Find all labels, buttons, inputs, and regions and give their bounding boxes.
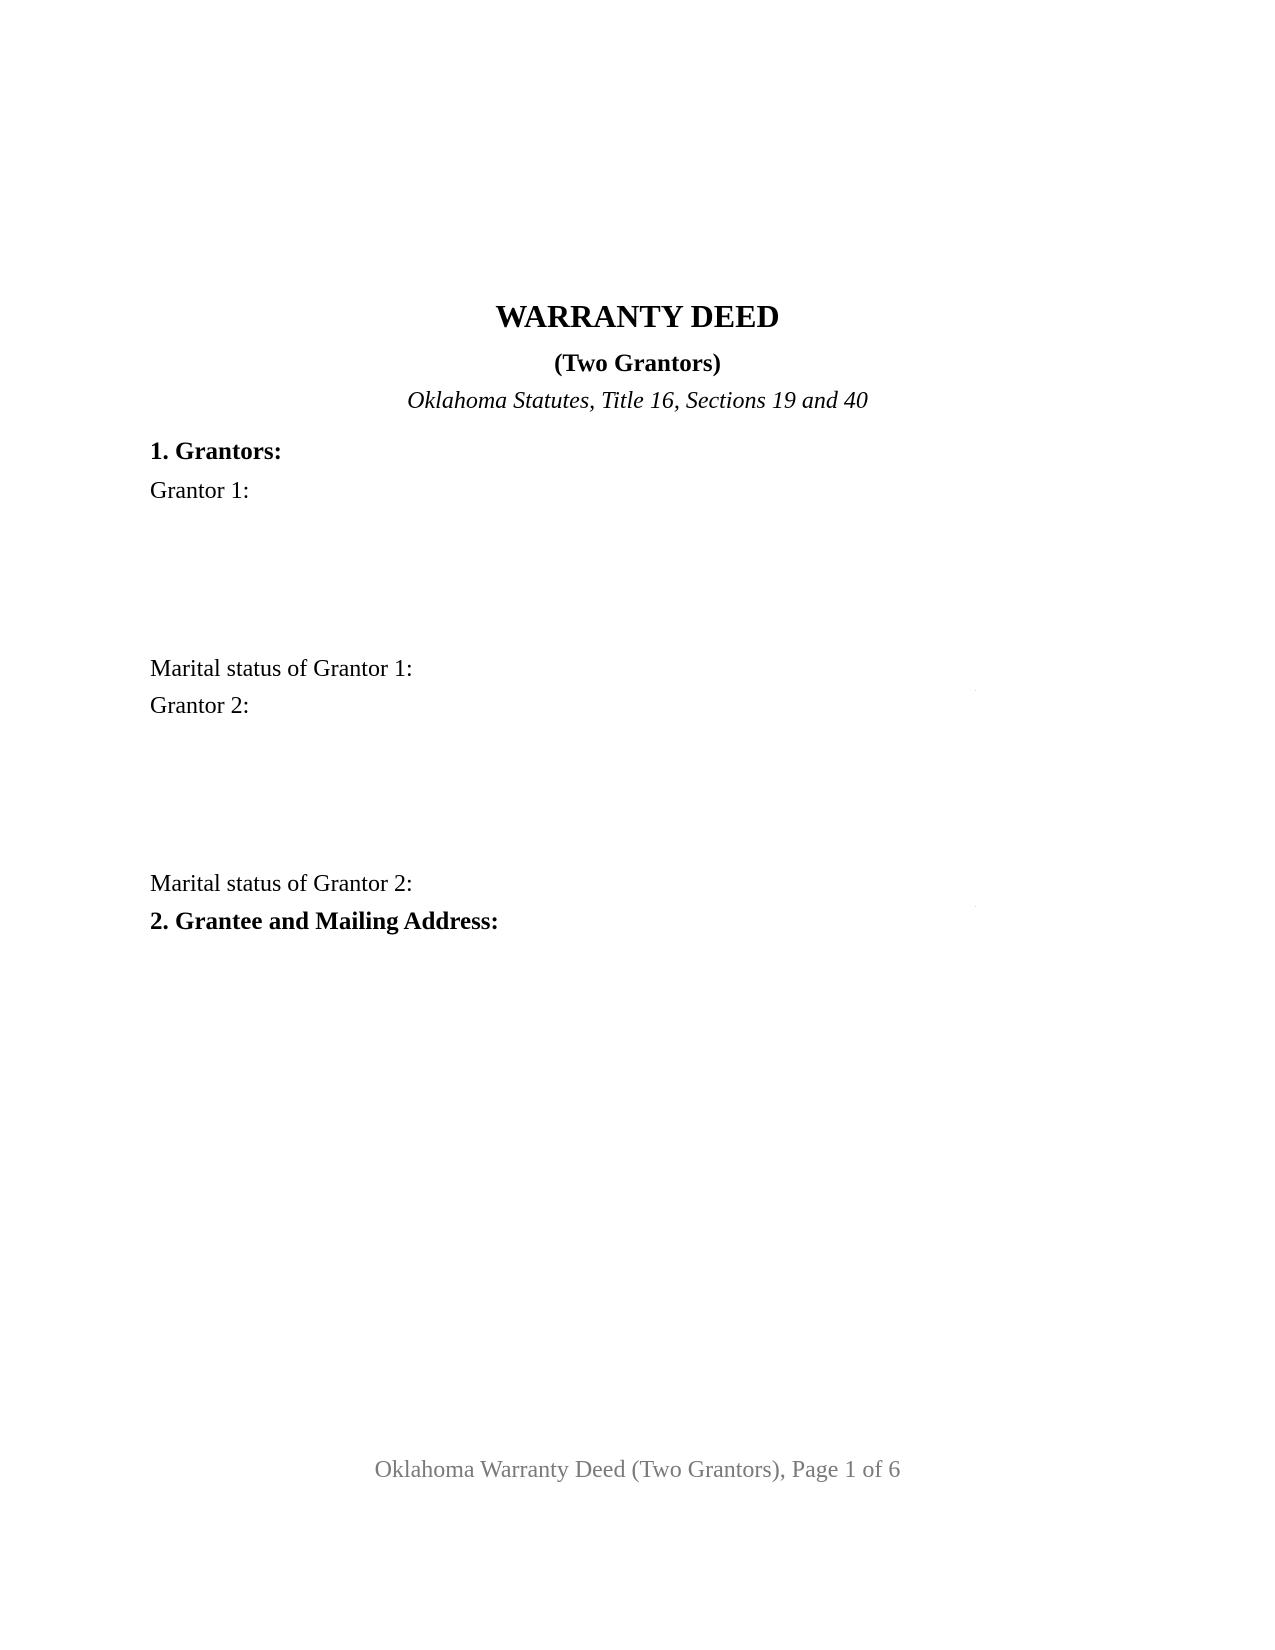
grantor-1-marital-status-label: Marital status of Grantor 1: [150,656,413,682]
page-footer: Oklahoma Warranty Deed (Two Grantors), Page 1 of 6 [374,1457,901,1483]
grantor-2-marital-status-field[interactable] [975,906,976,907]
grantors-heading: 1. Grantors: [150,438,282,465]
grantor-2-label: Grantor 2: [150,693,250,719]
grantor-1-field[interactable] [150,507,970,647]
statute-reference: Oklahoma Statutes, Title 16, Sections 19 and 40 [407,388,868,414]
grantor-1-label: Grantor 1: [150,478,250,504]
grantee-heading: 2. Grantee and Mailing Address: [150,908,499,935]
grantor-1-marital-status-field[interactable] [975,690,976,691]
grantee-address-field[interactable] [150,940,970,1360]
grantor-2-marital-status-label: Marital status of Grantor 2: [150,871,413,897]
grantor-2-field[interactable] [150,722,970,862]
document-title: WARRANTY DEED [495,298,780,334]
document-subtitle: (Two Grantors) [554,350,721,377]
